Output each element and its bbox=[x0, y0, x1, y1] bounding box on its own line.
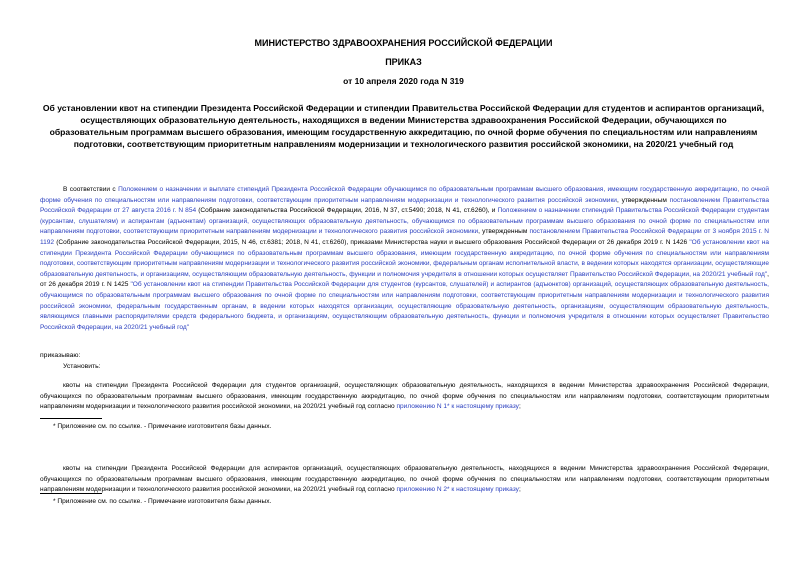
establish-word: Установить: bbox=[63, 363, 101, 370]
quota2-end: ; bbox=[518, 486, 521, 494]
preamble-text-2: , утвержденным bbox=[616, 196, 670, 204]
preamble-text-1: В соответствии с bbox=[63, 186, 119, 193]
preamble-text-4: , утвержденным bbox=[478, 228, 530, 236]
link-resolution-1192[interactable]: постановлением Правительства Российской Федерации от 3 ноября 2015 г. N 1192 bbox=[40, 228, 769, 246]
order-word: приказываю: bbox=[40, 352, 81, 359]
preamble-text-6: , от 26 декабря 2019 г. N 1425 bbox=[40, 270, 769, 289]
link-appendix-1[interactable]: приложению N 1* к настоящему приказу bbox=[396, 403, 519, 411]
preamble-text-3: (Собрание законодательства Российской Федерации, 2016, N 37, ст.5490; 2018, N 41, ст.6260), и bbox=[196, 207, 498, 215]
link-order-1426[interactable]: "Об установлении квот на стипендии Президента Российской Федерации обучающимся по образовательным программам высшего образования, имеющим государственную аккредитацию, по очной форме обучения по специальностям или направлениям подготовки, соответствующим приоритетным направлениям модернизации и технологического развития российской экономики, федеральным органам исполнительной власти, в ведении которых находятся организации, осуществляющие образовательную деятельность, и организациям, осуществляющим образовательную деятельность, функции и полномочия учредителя в отношении которых осуществляет Правительство Российской Федерации, на 2020/21 учебный год" bbox=[40, 238, 769, 278]
preamble-paragraph bbox=[40, 185, 769, 333]
footnote-2: * Приложение см. по ссылке. - Примечание изготовителя базы данных. bbox=[53, 498, 272, 505]
quota2-text: квоты на стипендии Президента Российской Федерации для аспирантов организаций, осуществляющих образовательную деятельность, находящихся в ведении Министерства здравоохранения Российской Федерации, обучающихся по образовательным программам высшего образования, имеющим государственную аккредитацию, по очной форме обучения по специальностям или направлениям подготовки, соответствующим приоритетным направлениям модернизации и технологического развития российской экономики, на 2020/21 учебный год согласно bbox=[40, 465, 769, 494]
date-number: от 10 апреля 2020 года N 319 bbox=[343, 76, 464, 86]
quota1-end: ; bbox=[518, 403, 521, 411]
doc-type-heading: ПРИКАЗ bbox=[385, 57, 422, 67]
document-title: Об установлении квот на стипендии Президента Российской Федерации и стипендии Правительства Российской Федерации для студентов и аспирантов организаций, осуществляющих образовательную деятельность, находящихся в ведении Министерства здравоохранения Российской Федерации, обучающихся по образовательным программам высшего образования, имеющим государственную аккредитацию, по очной форме обучения по специальностям или направлениям подготовки, соответствующим приоритетным направлениям модернизации и технологического развития российской экономики, на 2020/21 учебный год bbox=[42, 103, 765, 149]
preamble-text-5: (Собрание законодательства Российской Федерации, 2015, N 46, ст.6381; 2018, N 41, ст.6260), приказами Министерства науки и высшего образования Российской Федерации от 26 декабря 2019 г. N 1426 bbox=[54, 238, 690, 246]
quota-paragraph-1 bbox=[40, 381, 769, 413]
ministry-heading: МИНИСТЕРСТВО ЗДРАВООХРАНЕНИЯ РОССИЙСКОЙ ФЕДЕРАЦИИ bbox=[254, 38, 553, 48]
link-order-1425[interactable]: "Об установлении квот на стипендии Правительства Российской Федерации для студентов (курсантов, слушателей) и аспирантов (адъюнктов) организаций, осуществляющих образовательную деятельность, обучающимся по образовательным программам высшего образования по очной форме по специальностям или направлениям подготовки, соответствующим приоритетным направлениям модернизации и технологического развития российской экономики, федеральным государственным органам, в ведении которых находятся организации, осуществляющие образовательную деятельность, организациям, осуществляющим образовательную деятельность, являющимся главными распорядителями средств федерального бюджета, и организациям, осуществляющим образовательную деятельность, функции и полномочия учредителя в отношении которых осуществляет Правительство Российской Федерации, на 2020/21 учебный год" bbox=[40, 281, 769, 331]
footnote-1: * Приложение см. по ссылке. - Примечание изготовителя базы данных. bbox=[53, 423, 272, 430]
quota-paragraph-2 bbox=[40, 464, 769, 496]
link-resolution-854[interactable]: постановлением Правительства Российской Федерации от 27 августа 2016 г. N 854 bbox=[40, 196, 769, 215]
link-regulation-president[interactable]: Положением о назначении и выплате стипендий Президента Российской Федерации обучающимся по образовательным программам высшего образования, имеющим государственную аккредитацию, по очной форме обучения по специальностям или направлениям подготовки, соответствующим приоритетным направлениям модернизации и технологического развития российской экономики bbox=[40, 186, 769, 204]
footnote-divider-1 bbox=[40, 418, 102, 419]
link-regulation-government[interactable]: Положением о назначении стипендий Правительства Российской Федерации студентам (курсантам, слушателям) и аспирантам (адъюнктам) организаций, осуществляющих образовательную деятельность, обучающимся по образовательным программам высшего образования по очной форме по специальностям или направлениям подготовки, соответствующим приоритетным направлениям модернизации и технологического развития российской экономики bbox=[40, 207, 769, 236]
footnote-divider-2 bbox=[40, 493, 102, 494]
quota1-text: квоты на стипендии Президента Российской Федерации для студентов организаций, осуществляющих образовательную деятельность, находящихся в ведении Министерства здравоохранения Российской Федерации, обучающихся по образовательным программам высшего образования, имеющим государственную аккредитацию, по очной форме обучения по специальностям или направлениям подготовки, соответствующим приоритетным направлениям модернизации и технологического развития российской экономики, на 2020/21 учебный год согласно bbox=[40, 382, 769, 411]
link-appendix-2[interactable]: приложению N 2* к настоящему приказу bbox=[396, 486, 519, 494]
